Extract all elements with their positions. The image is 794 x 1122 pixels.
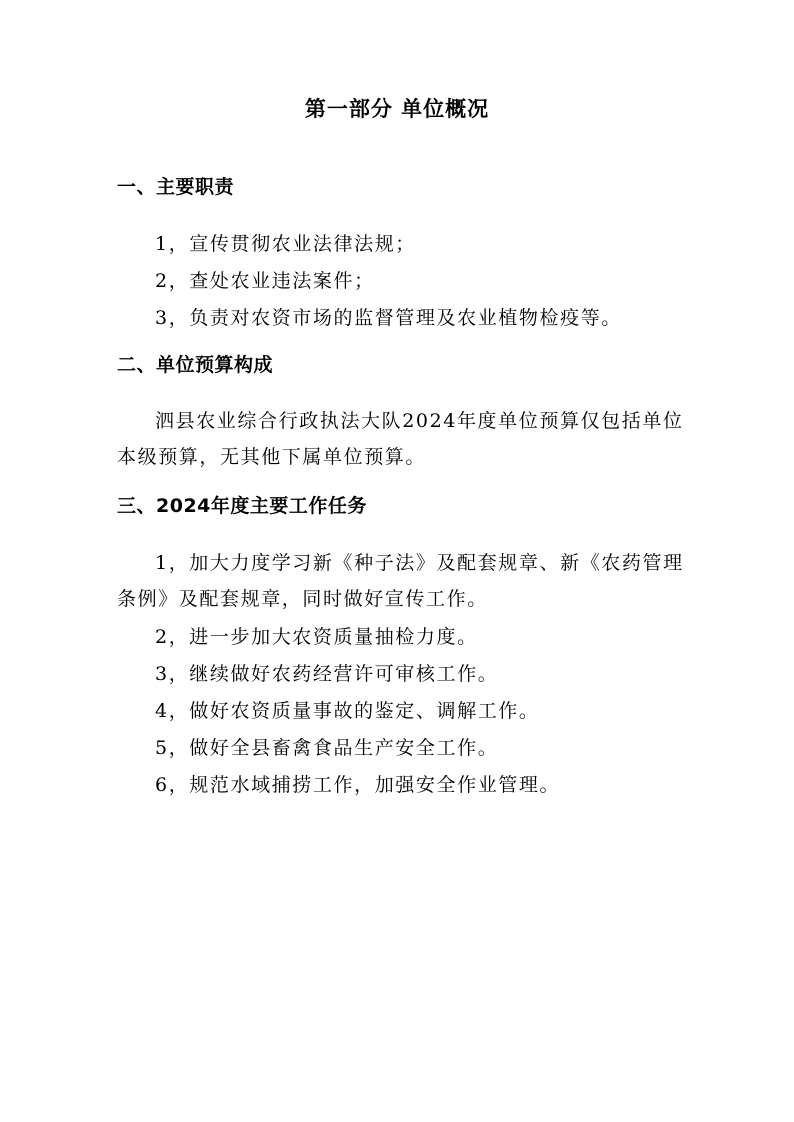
section-heading-budget: 二、单位预算构成 [117,354,274,376]
section-heading-duties: 一、主要职责 [117,176,235,198]
list-item: 6，规范水域捕捞工作，加强安全作业管理。 [155,774,561,796]
list-item: 2，查处农业违法案件； [155,270,375,292]
list-item: 1，加大力度学习新《种子法》及配套规章、新《农药管理条例》及配套规章，同时做好宣传工作。 [117,552,684,610]
list-item: 4，做好农资质量事故的鉴定、调解工作。 [155,700,540,722]
list-item: 2，进一步加大农资质量抽检力度。 [155,626,478,648]
list-item: 3，负责对农资市场的监督管理及农业植物检疫等。 [155,307,622,329]
duty-item [117,263,687,299]
task-item [117,767,687,803]
task-item [117,730,687,766]
task-item [117,545,687,617]
task-item [117,656,687,692]
task-item [117,693,687,729]
duty-item [117,226,687,262]
list-item: 5，做好全县畜禽食品生产安全工作。 [155,737,499,759]
duty-item [117,300,687,336]
section-heading-tasks: 三、2024年度主要工作任务 [117,495,367,517]
budget-paragraph [117,403,687,475]
task-item [117,619,687,655]
list-item: 3，继续做好农药经营许可审核工作。 [155,663,499,685]
list-item: 1，宣传贯彻农业法律法规； [155,233,416,255]
page-title: 第一部分 单位概况 [304,97,490,121]
paragraph-text: 泗县农业综合行政执法大队2024年度单位预算仅包括单位本级预算，无其他下属单位预算。 [117,410,684,468]
